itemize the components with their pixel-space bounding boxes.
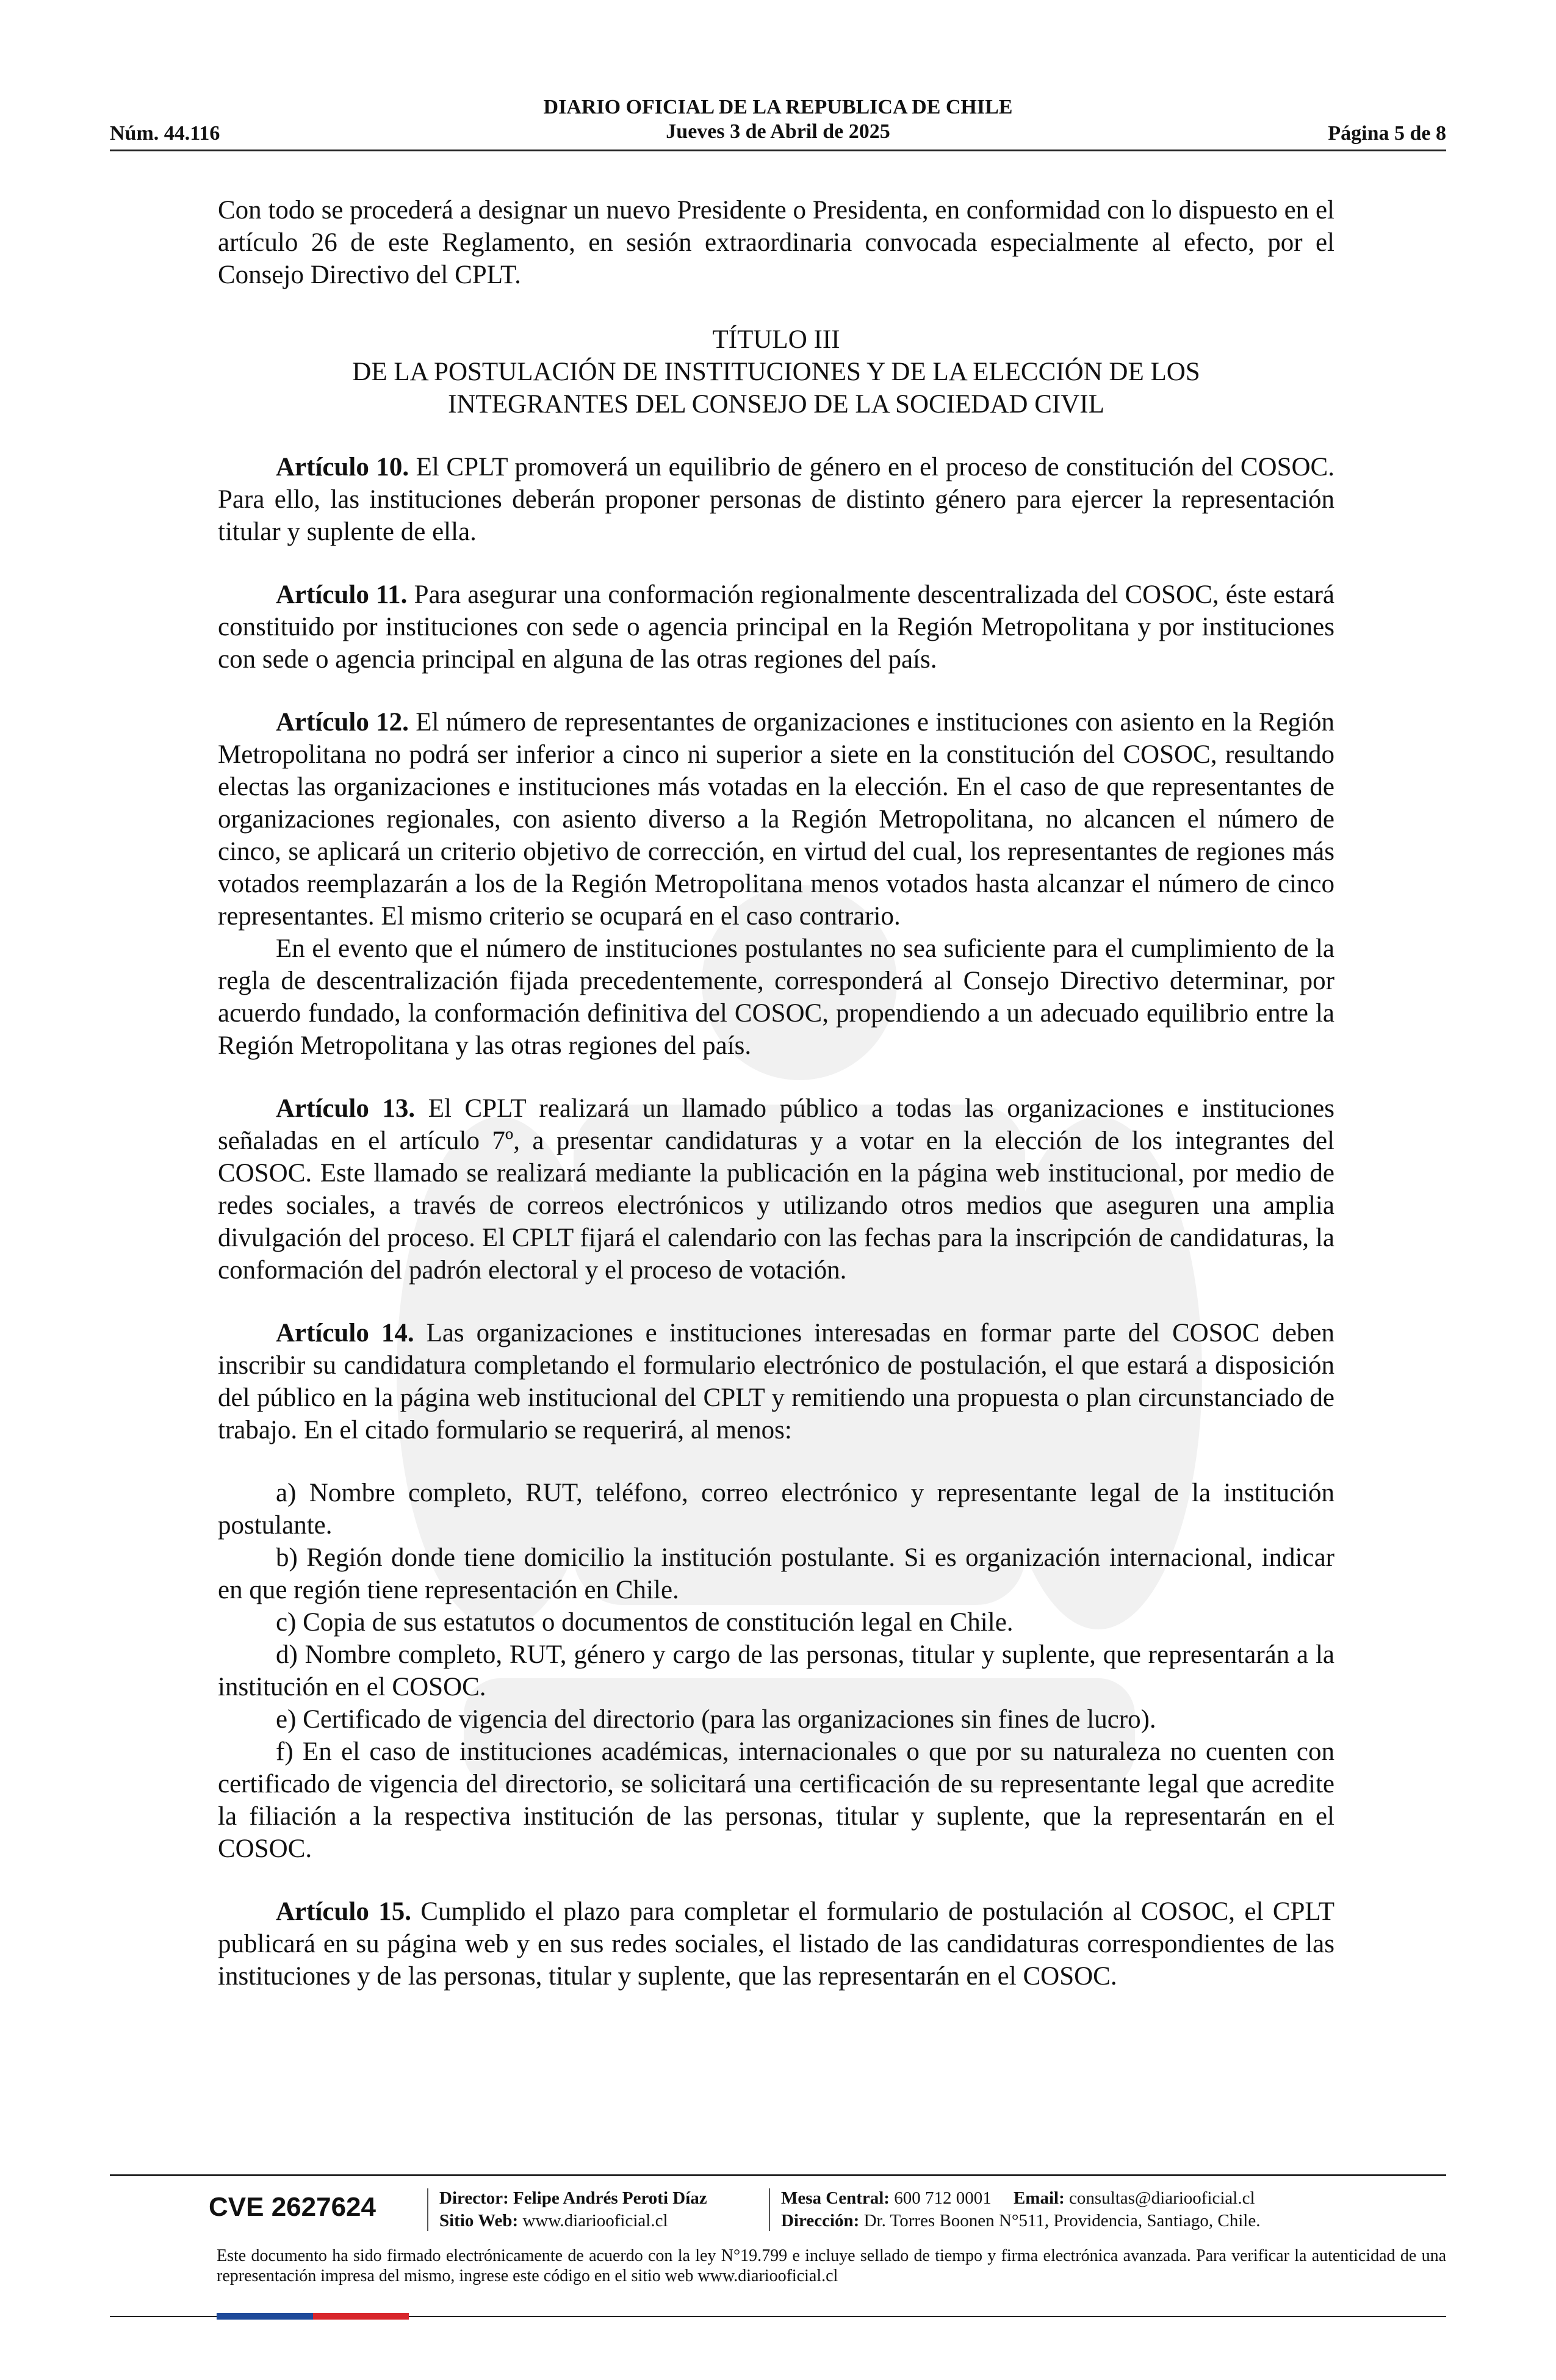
article-13 xyxy=(218,1092,1334,1286)
legal-notice-block xyxy=(0,2246,1556,2286)
article-heading: Artículo 15. xyxy=(276,1897,411,1926)
article-text: El CPLT promoverá un equilibrio de género en el proceso de constitución del COSOC. Para ello, las instituciones deberán proponer personas de distinto género para ejercer la representación titular y suplente de ella. xyxy=(218,453,1334,546)
article-heading: Artículo 14. xyxy=(276,1319,414,1347)
article-heading: Artículo 10. xyxy=(276,453,409,481)
flag-stripe xyxy=(217,2313,409,2320)
article-12 xyxy=(218,706,1334,932)
director-label: Director: xyxy=(439,2188,509,2208)
flag-blue-band xyxy=(217,2313,313,2320)
article-heading: Artículo 13. xyxy=(276,1094,416,1123)
list-item: a) Nombre completo, RUT, teléfono, correo electrónico y representante legal de la institución postulante. xyxy=(218,1479,1334,1540)
article-text: Las organizaciones e instituciones interesadas en formar parte del COSOC deben inscribir su candidatura completando el formulario electrónico de postulación, el que estará a disposición del público en la página web institucional del CPLT y remitiendo una propuesta o plan circunstanciado de trabajo. En el citado formulario se requerirá, al menos: xyxy=(218,1319,1334,1444)
page-number: Página 5 de 8 xyxy=(1328,122,1446,145)
list-item: b) Región donde tiene domicilio la institución postulante. Si es organización internacional, indicar en que región tiene representación en Chile. xyxy=(218,1543,1334,1604)
header-center xyxy=(110,95,1446,144)
section-title xyxy=(218,323,1334,420)
page-header xyxy=(110,92,1446,151)
page-footer xyxy=(110,2174,1446,2243)
email-label: Email: xyxy=(1013,2188,1065,2208)
legal-notice: Este documento ha sido firmado electrónicamente de acuerdo con la ley N°19.799 e incluye sellado de tiempo y firma electrónica avanzada. Para verificar la autenticidad de una representación impresa del mismo, ingrese este código en el sitio web www.diariooficial.cl xyxy=(217,2246,1446,2285)
document-body xyxy=(218,194,1334,1992)
footer-separator xyxy=(427,2188,428,2231)
title-line: INTEGRANTES DEL CONSEJO DE LA SOCIEDAD CIVIL xyxy=(448,390,1104,419)
article-heading: Artículo 12. xyxy=(276,708,409,737)
footer-info-row xyxy=(110,2176,1446,2243)
phone-label: Mesa Central: xyxy=(781,2188,890,2208)
web-label: Sitio Web: xyxy=(439,2211,519,2230)
article-14 xyxy=(218,1317,1334,1446)
list-item: e) Certificado de vigencia del directorio (para las organizaciones sin fines de lucro). xyxy=(276,1705,1156,1734)
article-text: Cumplido el plazo para completar el formulario de postulación al COSOC, el CPLT publicará en su página web y en sus redes sociales, el listado de las candidaturas correspondientes de las instituciones y de las personas, titular y suplente, que las representarán en el COSOC. xyxy=(218,1897,1335,1991)
publication-title: DIARIO OFICIAL DE LA REPUBLICA DE CHILE xyxy=(543,96,1013,118)
footer-separator xyxy=(769,2188,770,2231)
publication-date: Jueves 3 de Abril de 2025 xyxy=(666,120,890,143)
list-item: f) En el caso de instituciones académicas, internacionales o que por su naturaleza no cuenten con certificado de vigencia del directorio, se solicitará una certificación de su representante legal que acredite la filiación a la respectiva institución de las personas, titular y suplente, que la representarán en el COSOC. xyxy=(218,1737,1334,1863)
article-text: Para asegurar una conformación regionalmente descentralizada del COSOC, éste estará constituido por instituciones con sede o agencia principal en la Región Metropolitana y por instituciones con sede o agencia principal en alguna de las otras regiones del país. xyxy=(218,580,1335,674)
list-item: d) Nombre completo, RUT, género y cargo de las personas, titular y suplente, que representarán a la institución en el COSOC. xyxy=(218,1640,1334,1701)
article-10 xyxy=(218,451,1334,548)
flag-red-band xyxy=(313,2313,409,2320)
director-name: Felipe Andrés Peroti Díaz xyxy=(513,2188,707,2208)
director-block xyxy=(439,2187,707,2232)
address-value: Dr. Torres Boonen N°511, Providencia, Santiago, Chile. xyxy=(863,2211,1261,2230)
article-heading: Artículo 11. xyxy=(276,580,408,609)
phone-value: 600 712 0001 xyxy=(894,2188,992,2208)
web-link[interactable]: www.diariooficial.cl xyxy=(522,2211,668,2230)
title-line: DE LA POSTULACIÓN DE INSTITUCIONES Y DE LA ELECCIÓN DE LOS xyxy=(352,358,1200,386)
article-12-paragraph-2: En el evento que el número de instituciones postulantes no sea suficiente para el cumplimiento de la regla de descentralización fijada precedentemente, corresponderá al Consejo Directivo determinar, por acuerdo fundado, la conformación definitiva del COSOC, propendiendo a un adecuado equilibrio entre la Región Metropolitana y las otras regiones del país. xyxy=(218,934,1334,1060)
email-link[interactable]: consultas@diariooficial.cl xyxy=(1069,2188,1255,2208)
article-text: El CPLT realizará un llamado público a todas las organizaciones e instituciones señaladas en el artículo 7º, a presentar candidaturas y a votar en la elección de los integrantes del COSOC. Este llamado se realizará mediante la publicación en la página web institucional, por medio de redes sociales, a través de correos electrónicos y utilizando otros medios que aseguren una amplia divulgación del proceso. El CPLT fijará el calendario con las fechas para la inscripción de candidaturas, la conformación del padrón electoral y el proceso de votación. xyxy=(218,1094,1334,1285)
contact-block xyxy=(781,2187,1260,2232)
issue-number: Núm. 44.116 xyxy=(110,122,220,145)
article-15 xyxy=(218,1895,1334,1992)
title-line: TÍTULO III xyxy=(712,325,840,354)
list-item: c) Copia de sus estatutos o documentos de constitución legal en Chile. xyxy=(276,1608,1014,1637)
address-label: Dirección: xyxy=(781,2211,860,2230)
article-11 xyxy=(218,579,1334,676)
intro-paragraph: Con todo se procederá a designar un nuevo Presidente o Presidenta, en conformidad con lo dispuesto en el artículo 26 de este Reglamento, en sesión extraordinaria convocada especialmente al efecto, por el Consejo Directivo del CPLT. xyxy=(218,196,1334,289)
cve-code: CVE 2627624 xyxy=(209,2192,376,2222)
article-text: El número de representantes de organizaciones e instituciones con asiento en la Región Metropolitana no podrá ser inferior a cinco ni superior a siete en la constitución del COSOC, resultando electas las organizaciones e instituciones más votadas en la elección. En el caso de que representantes de organizaciones regionales, con asiento diverso a la Región Metropolitana, no alcancen el número de cinco, se aplicará un criterio objetivo de corrección, en virtud del cual, los representantes de regiones más votados reemplazarán a los de la Región Metropolitana menos votados hasta alcanzar el número de cinco representantes. El mismo criterio se ocupará en el caso contrario. xyxy=(218,708,1334,931)
